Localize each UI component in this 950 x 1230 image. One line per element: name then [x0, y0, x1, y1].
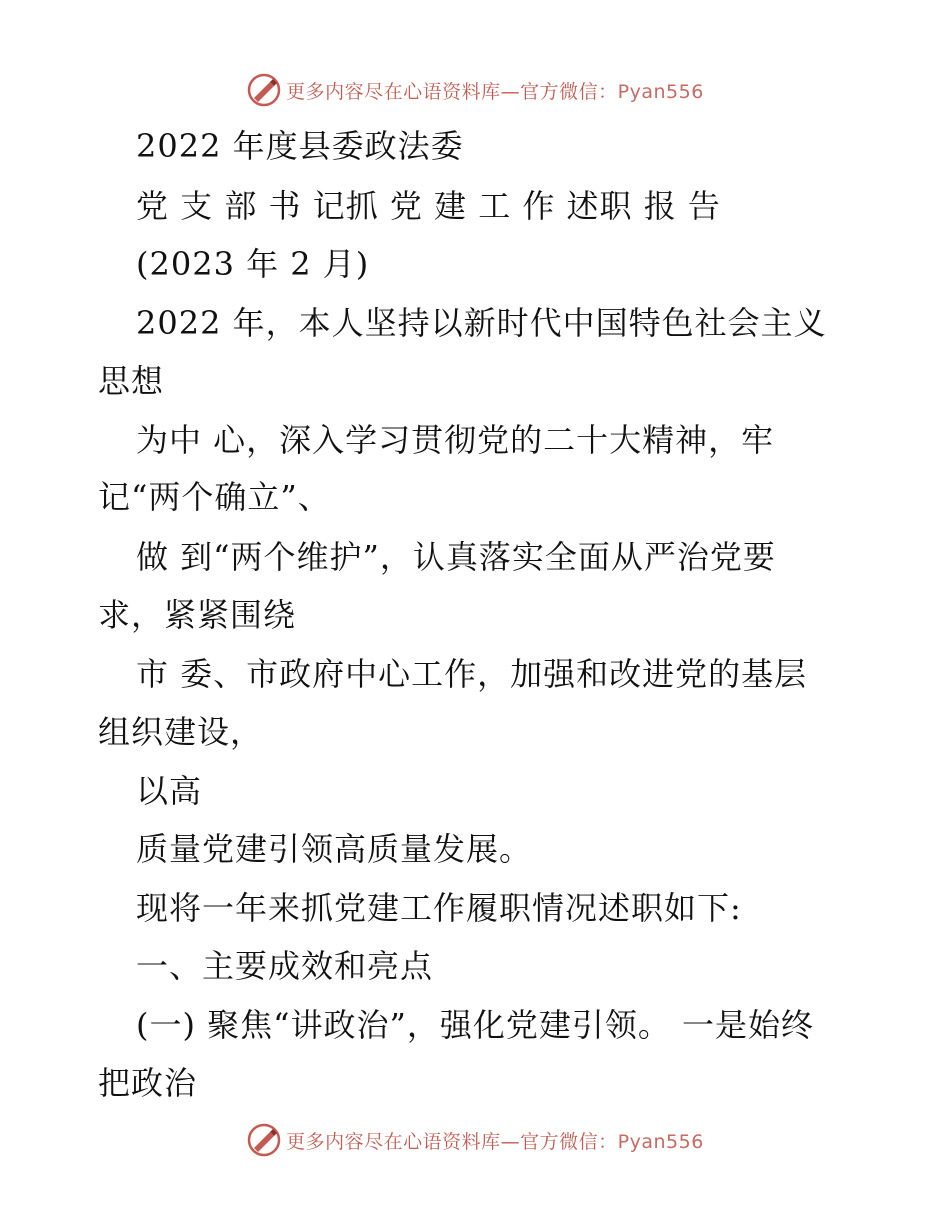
doc-date-line: (2023 年 2 月)	[136, 245, 370, 283]
paragraph-line: 市 委、市政府中心工作，加强和改进党的基层	[136, 655, 808, 693]
pen-logo-icon	[246, 1122, 282, 1158]
paragraph-line: 以高	[136, 772, 203, 810]
paragraph-line: 做 到“两个维护”，认真落实全面从严治党要	[136, 538, 776, 576]
pen-logo-icon	[246, 72, 282, 108]
paragraph-line: 质量党建引领高质量发展。	[136, 830, 533, 868]
section-heading: 一、主要成效和亮点	[136, 947, 434, 985]
paragraph-line: 2022 年，本人坚持以新时代中国特色社会主义	[136, 304, 827, 342]
paragraph-line: 思想	[98, 362, 165, 400]
paragraph-line: 求，紧紧围绕	[98, 596, 297, 634]
watermark-header	[0, 70, 950, 110]
watermark-text: 更多内容尽在心语资料库—官方微信：Pyan556	[286, 1130, 704, 1153]
doc-title-line-2: 党 支 部 书 记抓 党 建 工 作 述职 报 告	[136, 187, 721, 225]
watermark-footer	[0, 1120, 950, 1160]
watermark-text: 更多内容尽在心语资料库—官方微信：Pyan556	[286, 80, 704, 103]
subsection-line: (一) 聚焦“讲政治”，强化党建引领。 一是始终	[136, 1006, 815, 1044]
paragraph-line: 组织建设，	[98, 713, 264, 751]
paragraph-line: 为中 心，深入学习贯彻党的二十大精神，牢	[136, 421, 775, 459]
paragraph-line: 把政治	[98, 1064, 198, 1102]
paragraph-line: 现将一年来抓党建工作履职情况述职如下:	[136, 889, 742, 927]
paragraph-line: 记“两个确立”、	[98, 478, 331, 516]
doc-title-line-1: 2022 年度县委政法委	[136, 127, 464, 165]
